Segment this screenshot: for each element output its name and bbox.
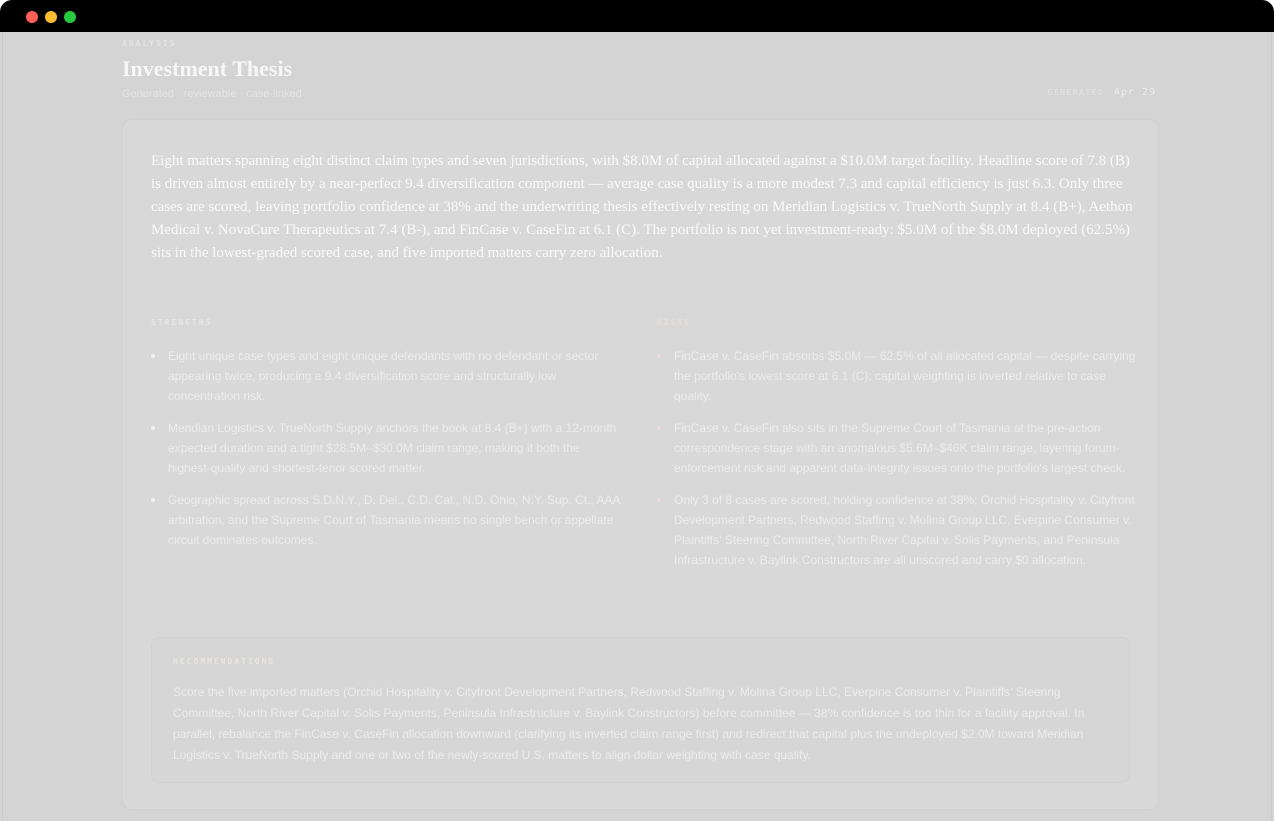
recommendations-heading: RECOMMENDATIONS [173, 657, 276, 666]
page-title: Investment Thesis [122, 56, 293, 81]
generated-label: GENERATED [1047, 88, 1105, 97]
risk-item [657, 346, 1139, 406]
bullet-dot [151, 426, 155, 430]
strengths-list [151, 346, 621, 562]
strength-text: Eight unique case types and eight unique defendants with no defendant or sector appearing twice, producing a 9.4 diversification score and structurally low concentration risk. [168, 349, 599, 403]
main-content [2, 32, 1272, 821]
risk-text: FinCase v. CaseFin also sits in the Supreme Court of Tasmania at the pre-action correspondence stage with an anomalous $5.6M–$46K claim range, layering forum-enforcement risk and apparent data-integrity issues onto the portfolio's largest check. [674, 421, 1126, 475]
page-subtitle: Generated · reviewable · case-linked [122, 88, 302, 100]
generated-date: Apr 29 [1113, 87, 1156, 98]
strength-item [151, 418, 621, 478]
maximize-window-button[interactable] [64, 11, 76, 23]
title-bar [0, 0, 1274, 32]
strengths-heading: STRENGTHS [151, 318, 213, 327]
thesis-card [122, 119, 1159, 810]
recommendations-panel [151, 637, 1130, 783]
bullet-dot [151, 498, 155, 502]
section-eyebrow: ANALYSIS [122, 39, 177, 48]
risks-heading: RISKS [657, 318, 692, 327]
generated-stamp [1048, 87, 1157, 98]
bullet-dot [151, 354, 155, 358]
strength-text: Geographic spread across S.D.N.Y., D. Del., C.D. Cal., N.D. Ohio, N.Y. Sup. Ct., AAA arbitration, and the Supreme Court of Tasmania means no single bench or appellate circuit dominates outcomes. [168, 493, 620, 547]
close-window-button[interactable] [26, 11, 38, 23]
bullet-dot [657, 498, 661, 502]
minimize-window-button[interactable] [45, 11, 57, 23]
recommendations-text: Score the five imported matters (Orchid Hospitality v. Cityfront Development Partners, Redwood Staffing v. Molina Group LLC, Everpine Consumer v. Plaintiffs' Steering Committee, North River Capital v. Solis Payments, Peninsula Infrastructure v. Baylink Constructors) before committee — 38% confidence is too thin for a facility approval. In parallel, rebalance the FinCase v. CaseFin allocation downward (clarifying its inverted claim range first) and redirect that capital plus the undeployed $2.0M toward Meridian Logistics v. TrueNorth Supply and one or two of the newly-scored U.S. matters to align dollar weighting with case quality. [173, 685, 1085, 762]
strength-item [151, 346, 621, 406]
risk-text: Only 3 of 8 cases are scored, holding confidence at 38%; Orchid Hospitality v. Cityfront Development Partners, Redwood Staffing v. Molina Group LLC, Everpine Consumer v. Plaintiffs' Steering Committee, North River Capital v. Solis Payments, and Peninsula Infrastructure v. Baylink Constructors are all unscored and carry $0 allocation. [674, 493, 1135, 567]
risk-item [657, 490, 1139, 570]
thesis-summary: Eight matters spanning eight distinct claim types and seven jurisdictions, with $8.0M of capital allocated against a $10.0M target facility. Headline score of 7.8 (B) is driven almost entirely by a near-perfect 9.4 diversification component — average case quality is a more modest 7.3 and capital efficiency is just 6.3. Only three cases are scored, leaving portfolio confidence at 38% and the underwriting thesis effectively resting on Meridian Logistics v. TrueNorth Supply at 8.4 (B+), Aethon Medical v. NovaCure Therapeutics at 7.4 (B-), and FinCase v. CaseFin at 6.1 (C). The portfolio is not yet investment-ready: $5.0M of the $8.0M deployed (62.5%) sits in the lowest-graded scored case, and five imported matters carry zero allocation. [151, 153, 1133, 261]
risks-list [657, 346, 1139, 582]
strength-item [151, 490, 621, 550]
bullet-dot [657, 354, 661, 358]
bullet-dot [657, 426, 661, 430]
risk-text: FinCase v. CaseFin absorbs $5.0M — 62.5% of all allocated capital — despite carrying the portfolio's lowest score at 6.1 (C); capital weighting is inverted relative to case quality. [674, 349, 1136, 403]
risk-item [657, 418, 1139, 478]
strength-text: Meridian Logistics v. TrueNorth Supply anchors the book at 8.4 (B+) with a 12-month expected duration and a tight $28.5M–$30.0M claim range, making it both the highest-quality and shortest-tenor scored matter. [168, 421, 617, 475]
